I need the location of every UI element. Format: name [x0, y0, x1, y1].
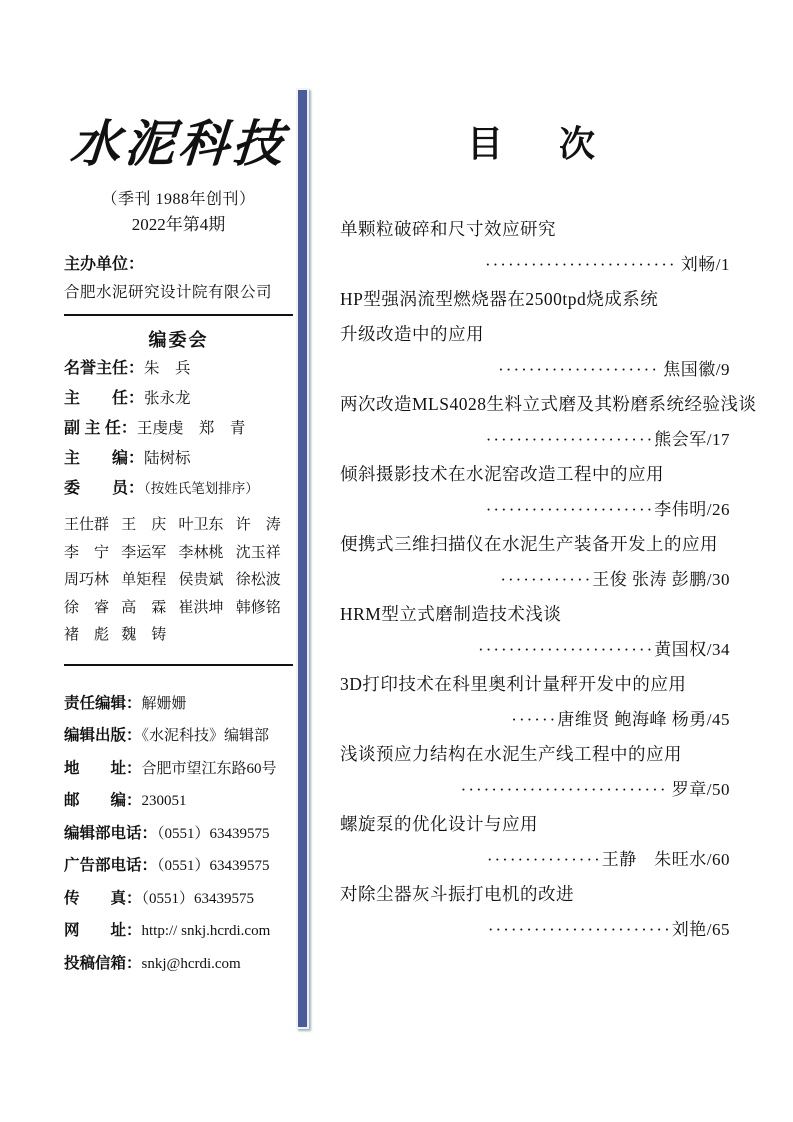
board-member: 王仕群 — [64, 517, 110, 533]
toc-entry-authors: 王静 朱旺水/60 — [601, 850, 730, 869]
board-member: 韩修铭 — [235, 599, 281, 616]
board-row-honorary-director — [64, 354, 293, 384]
info-row-advertising-phone — [64, 850, 293, 883]
board-member: 徐 睿 — [64, 599, 110, 616]
toc-entry-authors: 黄国权/34 — [654, 640, 730, 659]
toc-entry-title: 螺旋泵的优化设计与应用 — [340, 814, 538, 834]
board-row-value: 张永龙 — [144, 390, 191, 407]
board-member: 魏 铸 — [121, 627, 167, 643]
toc-entry — [340, 597, 732, 667]
contents-list — [340, 212, 757, 947]
leader-dots: ······················ — [485, 500, 655, 519]
toc-entry — [340, 527, 732, 597]
toc-entry-leader — [340, 912, 732, 947]
board-member: 单矩程 — [121, 572, 167, 588]
leader-dots: ····················· — [498, 360, 660, 379]
board-member: 周巧林 — [64, 572, 110, 588]
board-member: 李运军 — [121, 544, 167, 561]
info-row-submission-email — [64, 948, 293, 981]
toc-entry-leader — [340, 772, 732, 807]
info-row-fax — [64, 883, 293, 916]
horizontal-rule — [64, 664, 293, 666]
toc-entry-leader — [340, 562, 732, 597]
toc-entry-leader — [340, 632, 732, 667]
info-row-value: （0551）63439575 — [141, 890, 255, 907]
info-row-label: 投稿信箱： — [64, 954, 142, 972]
leader-dots: ······················· — [478, 640, 655, 659]
board-row-label: 名誉主任： — [64, 360, 145, 377]
board-member: 高 霖 — [121, 599, 167, 616]
board-member: 侯贵斌 — [178, 572, 224, 588]
board-member: 徐松波 — [235, 572, 281, 588]
info-row-postcode — [64, 785, 293, 818]
info-row-value: 230051 — [141, 793, 187, 809]
toc-entry — [340, 737, 732, 807]
board-row-director — [64, 384, 293, 414]
horizontal-rule — [64, 314, 293, 316]
info-row-label: 广告部电话： — [64, 857, 158, 874]
toc-entry — [340, 212, 732, 282]
board-member: 许 涛 — [235, 517, 281, 533]
info-row-label: 网 址： — [64, 922, 142, 939]
board-row-deputy-director — [64, 414, 293, 444]
board-member: 李林桃 — [178, 544, 224, 561]
info-row-value: http:// snkj.hcrdi.com — [141, 923, 271, 939]
board-member: 沈玉祥 — [235, 544, 281, 561]
sponsor-label: 主办单位： — [64, 256, 145, 273]
leader-dots: ··············· — [486, 850, 602, 869]
leader-dots: ························ — [487, 920, 672, 939]
info-row-label: 编辑部电话： — [64, 824, 158, 842]
toc-entry-authors: 刘畅/1 — [680, 255, 730, 274]
toc-entry-title: 两次改造MLS4028生料立式磨及其粉磨系统经验浅谈 — [340, 394, 757, 414]
contents-column — [340, 120, 757, 947]
leader-dots: ······ — [511, 710, 558, 729]
toc-entry-authors: 刘艳/65 — [671, 920, 730, 939]
board-row-label: 副 主 任： — [64, 420, 137, 437]
board-row-label: 主 编： — [64, 450, 145, 467]
leader-dots: ··························· — [460, 780, 668, 799]
board-row-label: 委 员： — [64, 480, 145, 497]
masthead-column — [64, 104, 293, 980]
board-member: 崔洪坤 — [178, 599, 224, 616]
toc-entry-title: 浅谈预应力结构在水泥生产线工程中的应用 — [340, 744, 682, 764]
toc-entry — [340, 387, 757, 457]
board-member: 叶卫东 — [178, 517, 224, 533]
info-row-publisher — [64, 720, 293, 753]
accent-divider-bar — [296, 88, 309, 1029]
board-member: 李 宁 — [64, 544, 110, 561]
info-row-label: 传 真： — [64, 889, 142, 907]
toc-entry-leader — [340, 492, 732, 527]
editorial-board-rows — [64, 354, 293, 504]
info-row-address — [64, 753, 293, 786]
toc-entry — [340, 877, 732, 947]
board-row-chief-editor — [64, 444, 293, 474]
toc-entry-leader — [340, 702, 732, 737]
board-row-label: 主 任： — [64, 390, 145, 407]
toc-entry — [340, 457, 732, 527]
toc-entry-title: HRM型立式磨制造技术浅谈 — [340, 604, 562, 624]
leader-dots: ······················ — [485, 430, 655, 449]
board-row-value: （按姓氏笔划排序） — [144, 481, 259, 496]
toc-entry-title-line2: 升级改造中的应用 — [340, 324, 484, 344]
info-row-label: 编辑出版： — [64, 727, 142, 744]
leader-dots: ························· — [484, 255, 677, 274]
info-row-editorial-phone — [64, 818, 293, 851]
toc-entry-authors: 焦国徽/9 — [663, 360, 730, 379]
toc-entry-authors: 熊会军/17 — [654, 430, 730, 449]
info-row-label: 责任编辑： — [64, 694, 142, 712]
toc-entry-leader — [340, 352, 732, 387]
toc-entry — [340, 667, 732, 737]
board-row-value: 王虔虔 郑 青 — [136, 420, 246, 437]
toc-entry-title: HP型强涡流型燃烧器在2500tpd烧成系统 — [340, 289, 659, 309]
info-row-value: 《水泥科技》编辑部 — [141, 728, 270, 744]
toc-entry-title: 倾斜摄影技术在水泥窑改造工程中的应用 — [340, 464, 664, 484]
journal-title: 水泥科技 — [68, 114, 289, 173]
board-member-grid — [64, 512, 293, 650]
toc-entry-authors: 罗章/50 — [671, 780, 730, 799]
toc-entry-title: 单颗粒破碎和尺寸效应研究 — [340, 219, 556, 239]
info-row-value: （0551）63439575 — [157, 825, 270, 842]
toc-entry-authors: 王俊 张涛 彭鹏/30 — [592, 570, 730, 589]
publishing-info — [64, 688, 293, 981]
toc-entry-leader — [340, 842, 732, 877]
sponsor-name: 合肥水泥研究设计院有限公司 — [64, 284, 273, 301]
toc-entry-title: 对除尘器灰斗振打电机的改进 — [340, 884, 574, 904]
info-row-value: （0551）63439575 — [157, 858, 270, 874]
info-row-value: 解姗姗 — [141, 695, 187, 712]
toc-entry-leader — [340, 247, 732, 282]
toc-entry-title: 便携式三维扫描仪在水泥生产装备开发上的应用 — [340, 534, 718, 554]
journal-subtitle: （季刊 1988年创刊） — [101, 191, 256, 208]
info-row-value: 合肥市望江东路60号 — [141, 760, 277, 777]
editorial-board-heading: 编委会 — [148, 330, 209, 350]
contents-heading: 目 次 — [466, 124, 605, 164]
info-row-responsible-editor — [64, 688, 293, 721]
journal-issue: 2022年第4期 — [131, 215, 226, 234]
toc-entry-leader — [340, 422, 732, 457]
toc-entry — [340, 282, 732, 387]
info-row-label: 地 址： — [64, 759, 142, 777]
board-member: 王 庆 — [121, 517, 167, 533]
board-row-value: 陆树标 — [144, 450, 191, 467]
board-member: 褚 彪 — [64, 627, 110, 643]
toc-entry-title: 3D打印技术在科里奥利计量秤开发中的应用 — [340, 674, 687, 694]
board-row-value: 朱 兵 — [144, 360, 191, 377]
info-row-value: snkj@hcrdi.com — [141, 955, 241, 972]
info-row-label: 邮 编： — [64, 792, 142, 809]
toc-entry-authors: 唐维贤 鲍海峰 杨勇/45 — [557, 710, 730, 729]
toc-entry-authors: 李伟明/26 — [654, 500, 730, 519]
info-row-website — [64, 915, 293, 948]
toc-entry — [340, 807, 732, 877]
leader-dots: ············ — [500, 570, 593, 589]
board-row-members — [64, 474, 293, 504]
